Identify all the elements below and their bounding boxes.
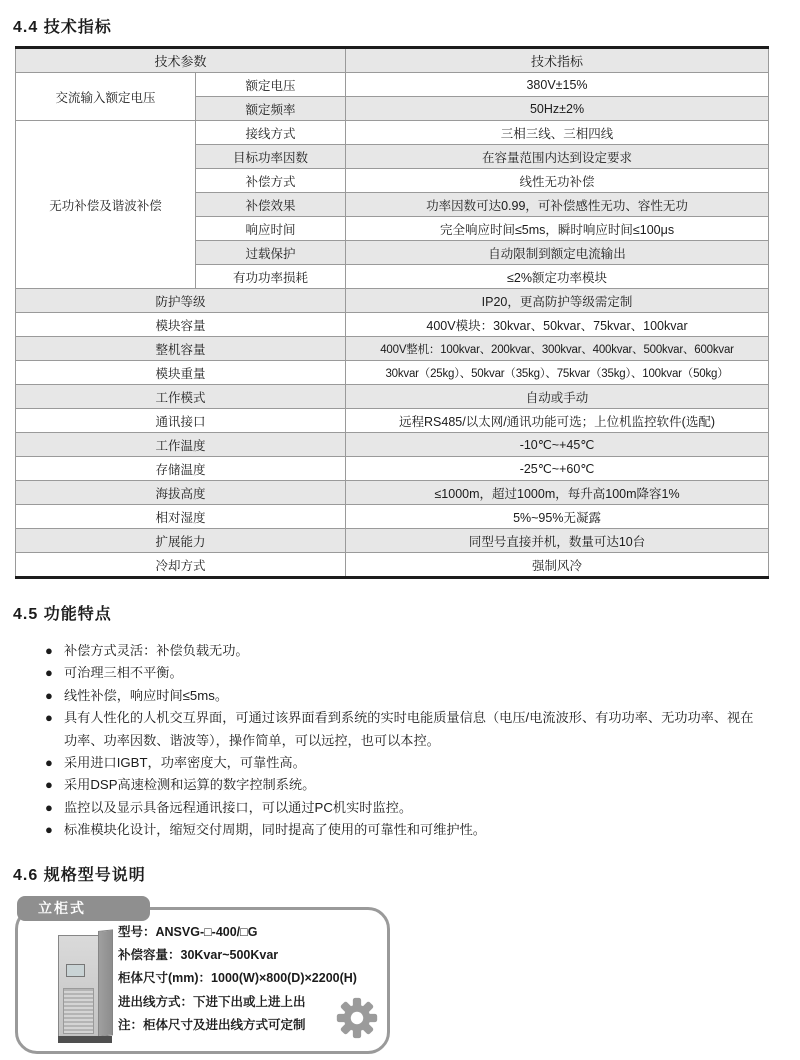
param-cell: 响应时间 — [196, 217, 346, 241]
feature-text: 线性补偿，响应时间≤5ms。 — [64, 687, 229, 703]
value-cell: 380V±15% — [346, 73, 769, 97]
list-item — [45, 685, 765, 707]
list-item — [45, 707, 765, 752]
param-cell: 模块重量 — [16, 361, 346, 385]
feature-text: 具有人性化的人机交互界面，可通过该界面看到系统的实时电能质量信息（电压/电流波形、有功功率、无功功率、视在功率、功率因数、谐波等），操作简单，可以远控，也可以本控。 — [64, 710, 754, 748]
feature-text: 采用进口IGBT，功率密度大，可靠性高。 — [64, 755, 306, 771]
table-row — [16, 529, 769, 553]
cabinet-vent-grille — [63, 988, 94, 1034]
spec-line-model: 型号：ANSVG-□-400/□G — [118, 925, 258, 939]
param-cell: 接线方式 — [196, 121, 346, 145]
value-cell: 完全响应时间≤5ms，瞬时响应时间≤100μs — [346, 217, 769, 241]
param-cell: 模块容量 — [16, 313, 346, 337]
section-46-title: 4.6 规格型号说明 — [13, 866, 146, 884]
list-item — [45, 662, 765, 684]
param-cell: 额定频率 — [196, 97, 346, 121]
value-cell: 功率因数可达0.99，可补偿感性无功、容性无功 — [346, 193, 769, 217]
param-cell: 扩展能力 — [16, 529, 346, 553]
value-cell: IP20，更高防护等级需定制 — [346, 289, 769, 313]
header-cell-params: 技术参数 — [16, 48, 346, 73]
bullet-icon: ● — [45, 710, 53, 726]
feature-text: 可治理三相不平衡。 — [64, 665, 183, 681]
param-cell: 有功功率损耗 — [196, 265, 346, 289]
param-cell: 工作温度 — [16, 433, 346, 457]
table-row — [16, 481, 769, 505]
value-cell: -25℃~+60℃ — [346, 457, 769, 481]
value-cell: ≤1000m，超过1000m，每升高100m降容1% — [346, 481, 769, 505]
table-row — [16, 505, 769, 529]
param-cell: 存储温度 — [16, 457, 346, 481]
spec-line-note: 注：柜体尺寸及进出线方式可定制 — [118, 1017, 306, 1032]
value-cell: -10℃~+45℃ — [346, 433, 769, 457]
table-row — [16, 289, 769, 313]
group-cell-ac-input: 交流输入额定电压 — [16, 73, 196, 121]
list-item — [45, 640, 765, 662]
param-cell: 过载保护 — [196, 241, 346, 265]
value-cell: 远程RS485/以太网/通讯功能可选；上位机监控软件(选配) — [346, 409, 769, 433]
table-row — [16, 433, 769, 457]
value-cell: 三相三线、三相四线 — [346, 121, 769, 145]
value-cell: 同型号直接并机，数量可达10台 — [346, 529, 769, 553]
param-cell: 额定电压 — [196, 73, 346, 97]
cabinet-side-panel — [98, 929, 113, 1037]
cabinet-base — [58, 1036, 112, 1043]
table-row — [16, 337, 769, 361]
param-cell: 工作模式 — [16, 385, 346, 409]
list-item — [45, 819, 765, 841]
value-cell: 强制风冷 — [346, 553, 769, 578]
table-row — [16, 313, 769, 337]
spec-table — [15, 46, 769, 579]
table-header-row — [16, 48, 769, 73]
header-cell-specs: 技术指标 — [346, 48, 769, 73]
value-cell: 400V整机：100kvar、200kvar、300kvar、400kvar、500kvar、600kvar — [346, 337, 769, 361]
bullet-icon: ● — [45, 777, 53, 793]
cabinet-type-tab: 立柜式 — [17, 896, 150, 921]
param-cell: 整机容量 — [16, 337, 346, 361]
table-row — [16, 73, 769, 97]
feature-list — [45, 640, 765, 842]
cabinet-display-screen — [66, 964, 85, 977]
bullet-icon: ● — [45, 665, 53, 681]
list-item — [45, 797, 765, 819]
param-cell: 海拔高度 — [16, 481, 346, 505]
bullet-icon: ● — [45, 799, 53, 815]
section-45-title: 4.5 功能特点 — [13, 606, 112, 623]
value-cell: 线性无功补偿 — [346, 169, 769, 193]
feature-text: 采用DSP高速检测和运算的数字控制系统。 — [64, 777, 316, 793]
table-row — [16, 121, 769, 145]
table-row — [16, 361, 769, 385]
table-row — [16, 553, 769, 578]
param-cell: 通讯接口 — [16, 409, 346, 433]
param-cell: 补偿方式 — [196, 169, 346, 193]
bullet-icon: ● — [45, 687, 53, 703]
table-row — [16, 409, 769, 433]
feature-text: 监控以及显示具备远程通讯接口，可以通过PC机实时监控。 — [64, 799, 413, 815]
value-cell: ≤2%额定功率模块 — [346, 265, 769, 289]
bullet-icon: ● — [45, 643, 53, 658]
value-cell: 50Hz±2% — [346, 97, 769, 121]
value-cell: 自动限制到额定电流输出 — [346, 241, 769, 265]
value-cell: 自动或手动 — [346, 385, 769, 409]
list-item — [45, 752, 765, 774]
param-cell: 冷却方式 — [16, 553, 346, 578]
spec-line-wiring: 进出线方式：下进下出或上进上出 — [118, 994, 306, 1009]
table-row — [16, 385, 769, 409]
value-cell: 在容量范围内达到设定要求 — [346, 145, 769, 169]
cabinet-image — [58, 931, 114, 1043]
list-item — [45, 774, 765, 796]
gear-icon — [335, 996, 379, 1045]
value-cell: 400V模块：30kvar、50kvar、75kvar、100kvar — [346, 313, 769, 337]
param-cell: 补偿效果 — [196, 193, 346, 217]
spec-line-capacity: 补偿容量：30Kvar~500Kvar — [118, 948, 279, 963]
bullet-icon: ● — [45, 755, 53, 771]
section-44-title: 4.4 技术指标 — [13, 19, 112, 36]
cabinet-spec-box — [15, 900, 390, 1054]
param-cell: 目标功率因数 — [196, 145, 346, 169]
feature-text: 补偿方式灵活：补偿负载无功。 — [64, 643, 249, 658]
value-cell: 5%~95%无凝露 — [346, 505, 769, 529]
bullet-icon: ● — [45, 822, 53, 838]
spec-line-size: 柜体尺寸(mm)：1000(W)×800(D)×2200(H) — [118, 971, 357, 986]
group-cell-compensation: 无功补偿及谐波补偿 — [16, 121, 196, 289]
feature-text: 标准模块化设计，缩短交付周期，同时提高了使用的可靠性和可维护性。 — [64, 822, 486, 838]
param-cell: 防护等级 — [16, 289, 346, 313]
value-cell: 30kvar（25kg）、50kvar（35kg）、75kvar（35kg）、100kvar（50kg） — [346, 361, 769, 385]
table-row — [16, 457, 769, 481]
param-cell: 相对湿度 — [16, 505, 346, 529]
